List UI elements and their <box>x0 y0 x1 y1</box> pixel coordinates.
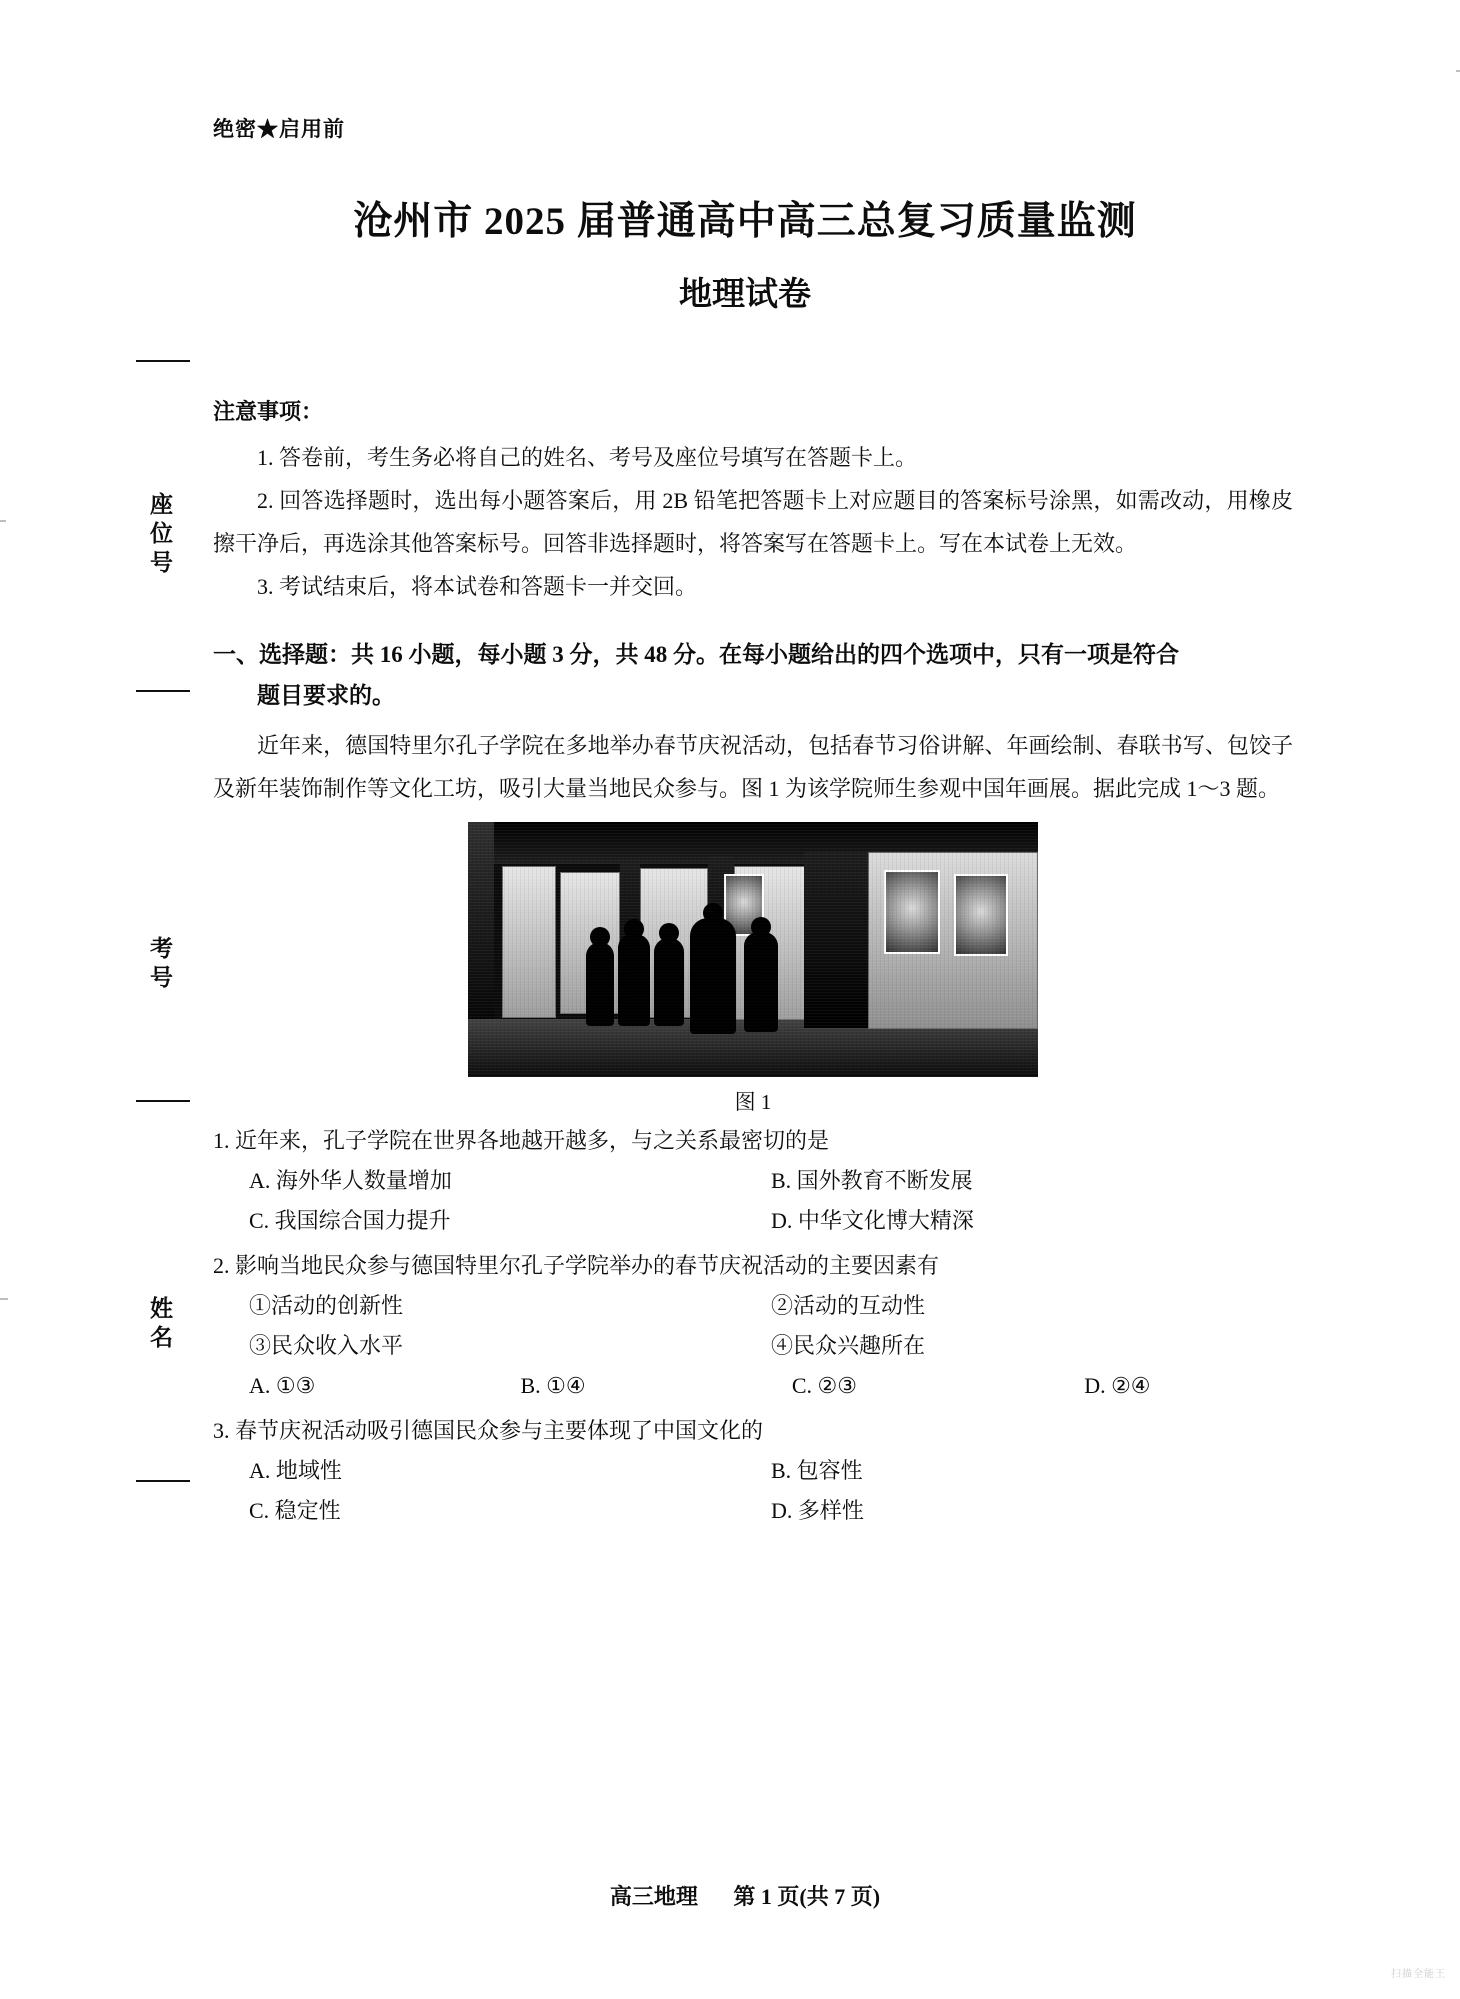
question-2-statements-row-2 <box>213 1326 1293 1366</box>
question-1-option-d[interactable]: D. 中华文化博大精深 <box>771 1208 974 1233</box>
question-2-statements-row-1 <box>213 1286 1293 1326</box>
notice-heading: 注意事项： <box>213 399 324 424</box>
seal-label-seat: 座位号 <box>147 491 172 579</box>
seal-label-name: 姓名 <box>147 1296 172 1354</box>
figure-caption: 图 1 <box>734 1090 772 1114</box>
page-subtitle: 地理试卷 <box>679 277 811 313</box>
scanner-watermark: 扫描全能王 <box>1391 1969 1446 1980</box>
seal-divider-1 <box>136 360 190 362</box>
photo-divider-3 <box>804 852 868 1028</box>
scan-edge-mark-1 <box>0 520 6 522</box>
question-2-statement-1: ①活动的创新性 <box>249 1293 404 1318</box>
photo-artwork-5 <box>954 874 1008 956</box>
notice-item-2: 2. 回答选择题时，选出每小题答案后，用 2B 铅笔把答题卡上对应题目的答案标号涂黑，如需改动，用橡皮擦干净后，再选涂其他答案标号。回答非选择题时，将答案写在答题卡上。写在本试卷上无效。 <box>213 488 1293 556</box>
question-3-option-b[interactable]: B. 包容性 <box>771 1458 863 1483</box>
question-1-stem: 1. 近年来，孔子学院在世界各地越开越多，与之关系最密切的是 <box>213 1128 830 1153</box>
page-footer <box>200 1880 1290 1911</box>
photo-panel-1 <box>502 866 556 1018</box>
photo-visitor-1 <box>586 942 614 1026</box>
photo-visitor-4 <box>690 918 736 1034</box>
question-3-options-row-2 <box>213 1491 1293 1531</box>
section-heading <box>213 634 1293 716</box>
question-1-option-b[interactable]: B. 国外教育不断发展 <box>771 1168 973 1193</box>
seal-divider-3 <box>136 1100 190 1102</box>
question-2-option-a[interactable]: A. ①③ <box>249 1373 316 1398</box>
footer-subject: 高三地理 <box>609 1884 698 1909</box>
question-2-statement-4: ④民众兴趣所在 <box>771 1333 926 1358</box>
question-3-option-c[interactable]: C. 稳定性 <box>249 1498 341 1523</box>
question-1-options-row-2 <box>213 1201 1293 1241</box>
photo-visitor-5 <box>744 932 778 1032</box>
question-2-option-c[interactable]: C. ②③ <box>791 1373 857 1398</box>
section-description-2: 题目要求的。 <box>257 683 395 708</box>
section-description: 共 16 小题，每小题 3 分，共 48 分。在每小题给出的四个选项中，只有一项是符合 <box>351 642 1179 667</box>
notice-item-1: 1. 答卷前，考生务必将自己的姓名、考号及座位号填写在答题卡上。 <box>257 445 918 470</box>
question-3-options-row-1 <box>213 1451 1293 1491</box>
secret-line: 绝密★启用前 <box>213 117 345 141</box>
question-3-option-a[interactable]: A. 地域性 <box>249 1458 342 1483</box>
question-1-option-a[interactable]: A. 海外华人数量增加 <box>249 1168 452 1193</box>
page-title: 沧州市 2025 届普通高中高三总复习质量监测 <box>353 200 1137 243</box>
photo-visitor-2 <box>618 934 650 1026</box>
question-1-options-row-1 <box>213 1161 1293 1201</box>
exhibition-hall-photo <box>468 822 1038 1077</box>
scan-edge-mark-3 <box>1456 70 1460 72</box>
seal-column <box>120 360 190 1610</box>
footer-page-number: 第 1 页(共 7 页) <box>733 1884 881 1909</box>
figure-1 <box>213 822 1293 1116</box>
paper-body <box>213 395 1293 1531</box>
question-3-option-d[interactable]: D. 多样性 <box>771 1498 864 1523</box>
question-3-stem: 3. 春节庆祝活动吸引德国民众参与主要体现了中国文化的 <box>213 1418 764 1443</box>
seal-label-examid: 考号 <box>147 936 172 994</box>
seal-divider-2 <box>136 690 190 692</box>
question-2-statement-2: ②活动的互动性 <box>771 1293 926 1318</box>
photo-artwork-4 <box>884 870 940 954</box>
photo-visitor-3 <box>654 938 684 1026</box>
question-2-option-d[interactable]: D. ②④ <box>1084 1373 1151 1398</box>
question-2-option-b[interactable]: B. ①④ <box>520 1373 586 1398</box>
seal-divider-4 <box>136 1480 190 1482</box>
question-2-statement-3: ③民众收入水平 <box>249 1333 404 1358</box>
notice-item-3: 3. 考试结束后，将本试卷和答题卡一并交回。 <box>257 574 698 599</box>
question-1-option-c[interactable]: C. 我国综合国力提升 <box>249 1208 451 1233</box>
question-2-options-row <box>213 1366 1293 1406</box>
scan-edge-mark-2 <box>0 1298 8 1300</box>
question-2-stem: 2. 影响当地民众参与德国特里尔孔子学院举办的春节庆祝活动的主要因素有 <box>213 1253 940 1278</box>
material-text: 近年来，德国特里尔孔子学院在多地举办春节庆祝活动，包括春节习俗讲解、年画绘制、春联书写、包饺子及新年装饰制作等文化工坊，吸引大量当地民众参与。图 1 为该学院师生参观中国年画展。据此完成 1～3 题。 <box>213 733 1293 801</box>
section-label: 一、选择题： <box>213 642 351 667</box>
